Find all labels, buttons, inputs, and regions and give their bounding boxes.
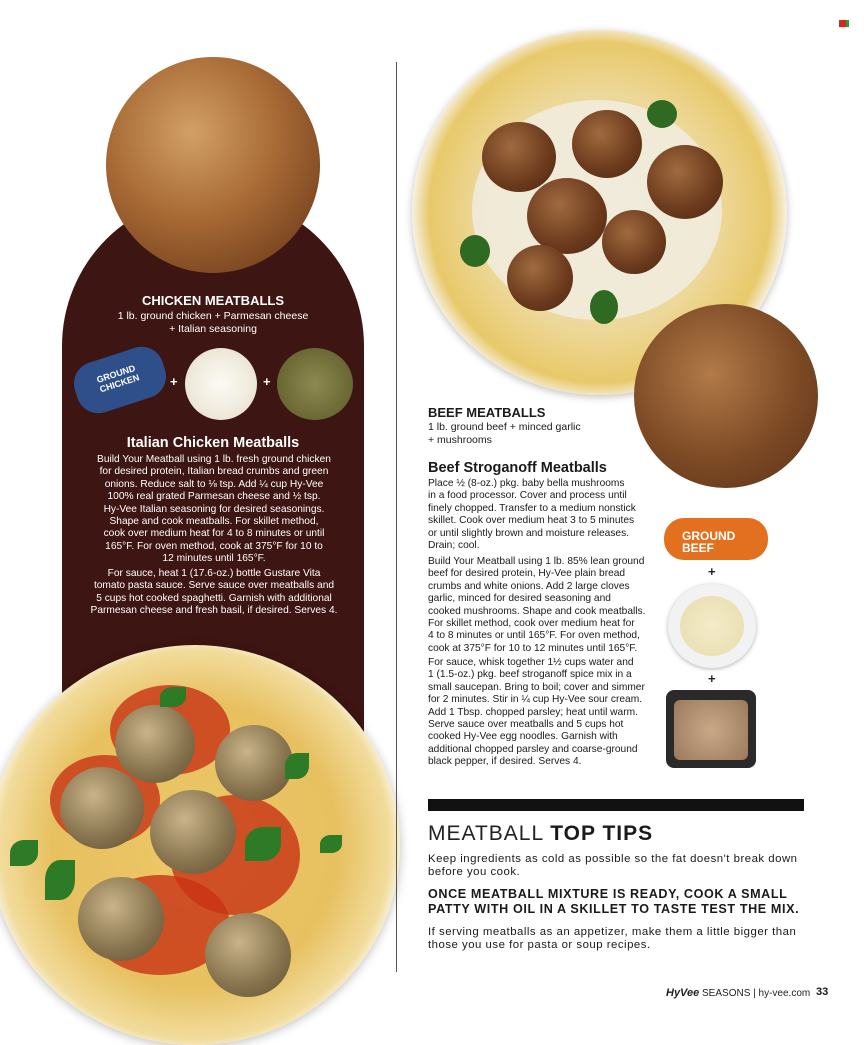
chicken-recipe-para1: Build Your Meatball using 1 lb. fresh ground chicken for desired protein, Italian bread crumbs and green onions. Reduce salt to ⅛ tsp. Add ¼ cup Hy-Vee 100% real grated Parmesan cheese and ½ tsp. Hy-Vee Italian seasoning for desired seasonings. Shape and cook meatballs. For skillet method, cook over medium heat for 4 to 8 minutes or until 165°F. For oven method, cook at 375°F for 10 to 12 minutes until 165°F. — [97, 454, 331, 565]
beef-recipe-title: Beef Stroganoff Meatballs — [428, 460, 607, 476]
package-label: GROUND BEEF — [682, 529, 736, 555]
tips-divider-bar — [428, 799, 804, 811]
plus-icon: + — [708, 671, 716, 686]
chicken-recipe-para2: For sauce, heat 1 (17.6-oz.) bottle Gustare Vita tomato pasta sauce. Serve sauce over meatballs and 5 cups hot cooked spaghetti. Garnish with additional Parmesan cheese and fresh basil, if desired. Serves 4. — [90, 568, 338, 617]
chicken-recipe-title: Italian Chicken Meatballs — [126, 435, 300, 451]
tip-2: ONCE MEATBALL MIXTURE IS READY, COOK A SMALL PATTY WITH OIL IN A SKILLET TO TASTE TEST THE MIX. — [428, 887, 800, 917]
beef-recipe-para2: Build Your Meatball using 1 lb. 85% lean ground beef for desired protein, Hy-Vee plain bread crumbs and white onions. Add 2 large cloves garlic, minced for desired seasoning and cooked mushrooms. Shape and cook meatballs. For skillet method, cook over medium heat for 4 to 8 minutes or until 165°F. For oven method, cook at 375°F for 10 to 12 minutes until 165°F. — [428, 556, 646, 654]
chicken-ingredients-line1: 1 lb. ground chicken + Parmesan cheese — [117, 310, 309, 322]
chicken-heading: CHICKEN MEATBALLS — [141, 293, 285, 308]
package-label: GROUND CHICKEN — [95, 363, 141, 395]
beef-meatball-image — [634, 304, 818, 488]
plus-icon: + — [263, 374, 271, 389]
parmesan-cheese-image — [185, 348, 257, 420]
tip-3: If serving meatballs as an appetizer, make them a little bigger than those you use for pasta or soup recipes. — [428, 926, 797, 952]
hy-vee-logo: HyVee — [666, 987, 700, 999]
plus-icon: + — [170, 374, 178, 389]
beef-heading: BEEF MEATBALLS — [428, 405, 546, 420]
footer-text: SEASONS | hy-vee.com — [702, 988, 811, 999]
corner-mark-red — [839, 20, 846, 27]
spaghetti-meatballs-image — [0, 645, 400, 1045]
plus-icon: + — [708, 564, 716, 579]
beef-recipe-para3: For sauce, whisk together 1½ cups water and 1 (1.5-oz.) pkg. beef stroganoff spice mix in a small saucepan. Bring to boil; cover and simmer for 2 minutes. Stir in ¼ cup Hy-Vee sour cream. Add 1 Tbsp. chopped parsley; heat until warm. Serve sauce over meatballs and 5 cups hot cooked Hy-Vee egg noodles. Garnish with additional chopped parsley and coarse-ground black pepper, if desired. Serves 4. — [428, 657, 645, 768]
footer — [666, 986, 810, 1001]
beef-ingredients-line2: + mushrooms — [428, 434, 492, 446]
page-number: 33 — [816, 986, 829, 998]
ground-beef-package-image — [664, 518, 768, 560]
corner-mark-green — [846, 20, 849, 27]
tip-1: Keep ingredients as cold as possible so the fat doesn't break down before you cook. — [428, 853, 798, 879]
beef-ingredients-line1: 1 lb. ground beef + minced garlic — [428, 421, 581, 433]
italian-seasoning-image — [277, 348, 353, 420]
chicken-meatball-image — [106, 57, 320, 273]
tips-title: MEATBALL TOP TIPS — [428, 822, 654, 845]
column-divider — [396, 62, 397, 972]
mushroom-package-image — [666, 690, 756, 768]
chopped-onion-image — [668, 584, 756, 668]
chicken-ingredients-line2: + Italian seasoning — [169, 323, 257, 335]
beef-recipe-para1: Place ½ (8-oz.) pkg. baby bella mushrooms in a food processor. Cover and process until finely chopped. Transfer to a medium nonstick skillet. Cook over medium heat 3 to 5 minutes or until slightly brown and moisture releases. Drain; cool. — [428, 478, 636, 552]
